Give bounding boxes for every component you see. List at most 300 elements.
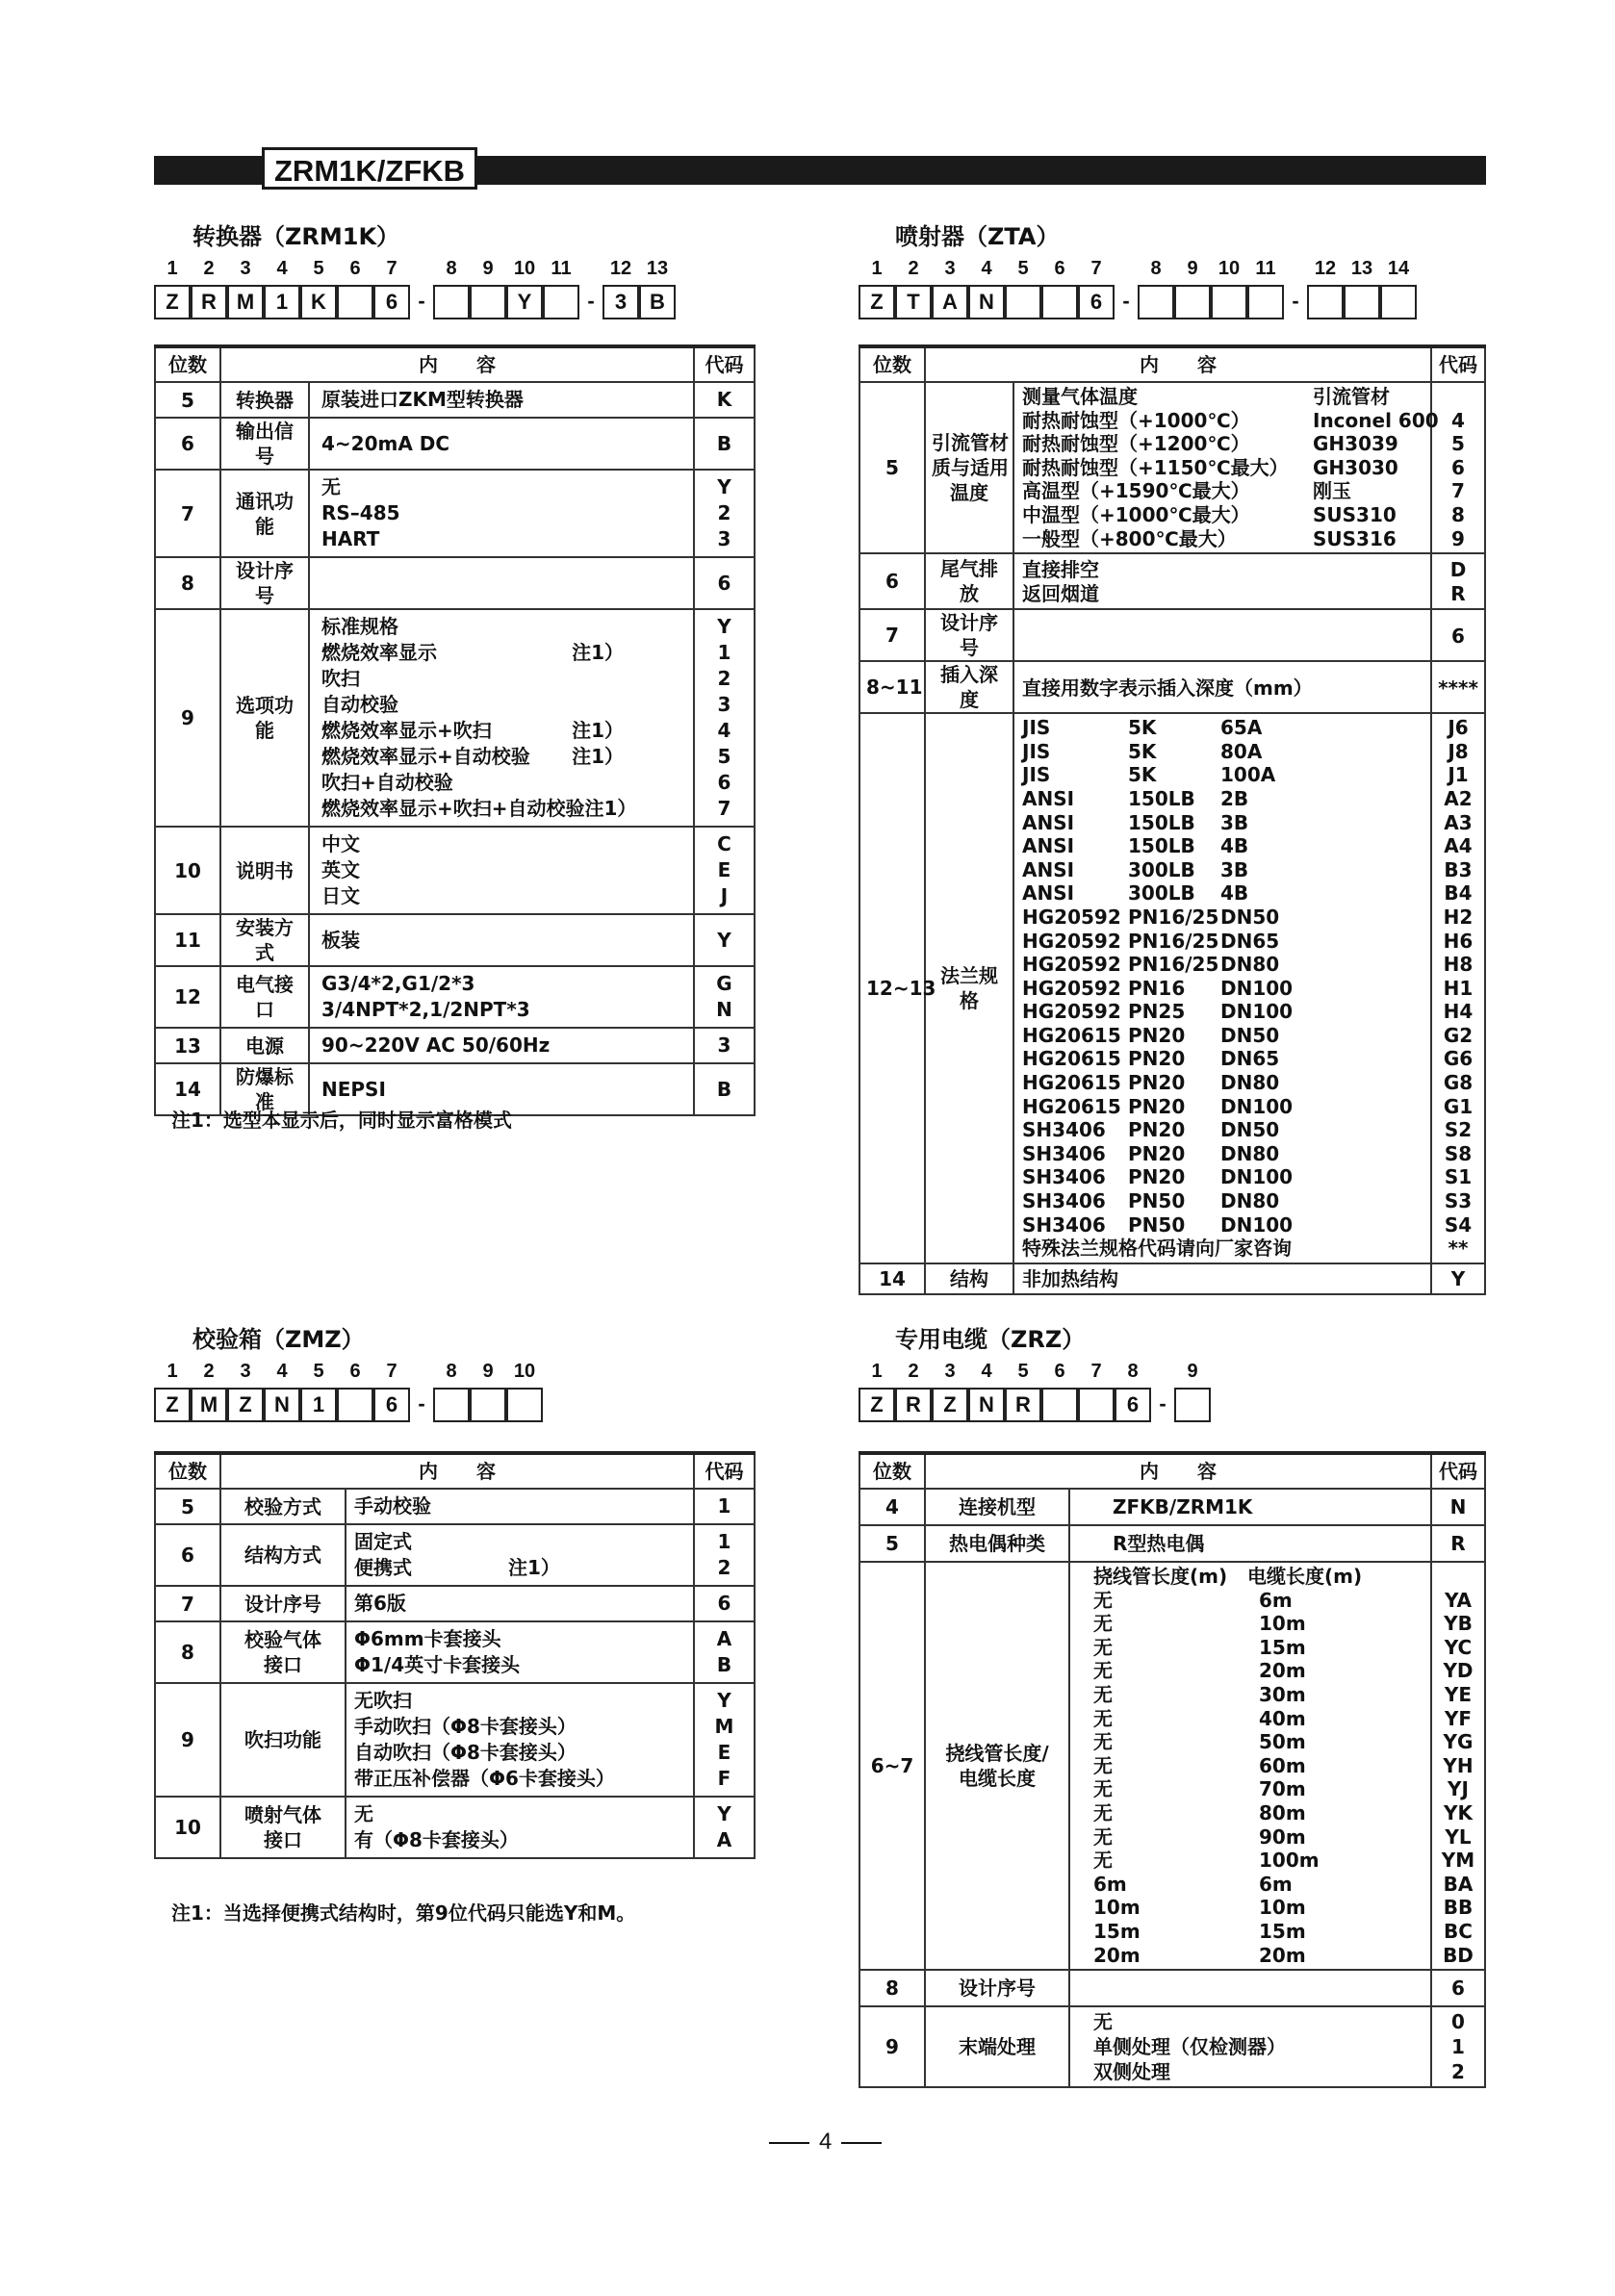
code-box xyxy=(1211,285,1247,319)
flange-standard: ANSI xyxy=(1022,881,1075,906)
position-number: 7 xyxy=(1090,258,1102,279)
flange-standard: ANSI xyxy=(1022,786,1075,810)
code-box xyxy=(1041,285,1078,319)
converter-code-boxes xyxy=(154,285,770,319)
position-number: 3 xyxy=(944,1361,956,1382)
row-codes xyxy=(694,1489,755,1524)
conduit-length: 20m xyxy=(1093,1943,1141,1967)
row-name: 设计序号 xyxy=(925,1970,1069,2006)
code-separator: - xyxy=(1292,289,1299,313)
flange-standard: ANSI xyxy=(1022,834,1075,858)
option-code: G2 xyxy=(1443,1023,1474,1047)
option-line: 自动吹扫（Φ8卡套接头） xyxy=(354,1741,577,1764)
flange-size: DN50 xyxy=(1220,1023,1280,1047)
code-box: Z xyxy=(154,1388,191,1422)
row-codes xyxy=(1431,713,1485,1263)
row-position: 8 xyxy=(155,557,220,609)
flange-size: DN100 xyxy=(1220,1165,1294,1189)
row-content xyxy=(346,1524,694,1586)
table-row xyxy=(155,557,755,609)
row-position: 6 xyxy=(155,1524,220,1586)
option-line: 自动校验 xyxy=(321,693,398,716)
option-line: 吹扫+自动校验 xyxy=(321,771,453,794)
code-box xyxy=(1380,285,1417,319)
position-number: 3 xyxy=(944,258,956,279)
ejector-positions xyxy=(859,258,1474,283)
flange-rating: PN16/25 xyxy=(1128,953,1219,977)
option-code: BD xyxy=(1443,1943,1474,1967)
code-separator: - xyxy=(1122,289,1130,313)
row-content: R型热电偶 xyxy=(1069,1525,1431,1562)
row-name-line: 设计序号 xyxy=(244,1592,321,1616)
flange-size: DN65 xyxy=(1220,929,1280,953)
code-box xyxy=(1344,285,1380,319)
position-number: 9 xyxy=(1187,1361,1198,1382)
row-position: 14 xyxy=(155,1063,220,1115)
row-name: 通讯功能 xyxy=(220,470,309,557)
row-position: 6 xyxy=(155,418,220,470)
row-name: 结构 xyxy=(925,1263,1013,1294)
cable-table xyxy=(859,1451,1486,2088)
option-line: 无 xyxy=(321,475,341,498)
table-row xyxy=(859,553,1485,609)
option-code: S4 xyxy=(1444,1212,1473,1237)
option-code: 3 xyxy=(717,527,731,550)
option-code: 3 xyxy=(717,693,731,716)
row-name: 尾气排放 xyxy=(925,553,1013,609)
cable-positions xyxy=(859,1361,1474,1386)
option-code: B3 xyxy=(1444,857,1473,881)
option-code: **** xyxy=(1438,676,1478,700)
row-position: 11 xyxy=(155,914,220,966)
position-number: 6 xyxy=(1054,1361,1065,1382)
position-number: 11 xyxy=(551,258,572,279)
option-code: K xyxy=(716,388,732,411)
cable-length: 15m xyxy=(1259,1635,1306,1659)
cable-length: 20m xyxy=(1259,1943,1306,1967)
material-name: SUS310 xyxy=(1313,502,1397,526)
code-box xyxy=(433,285,470,319)
header-content: 内 容 xyxy=(925,346,1431,382)
row-content xyxy=(1013,713,1431,1263)
code-box xyxy=(470,285,506,319)
row-codes xyxy=(1431,382,1485,553)
flange-size: 100A xyxy=(1220,763,1276,787)
flange-rating: 5K xyxy=(1128,739,1157,763)
option-line xyxy=(321,571,681,597)
row-position: 9 xyxy=(859,2006,925,2087)
row-name: 输出信号 xyxy=(220,418,309,470)
code-box xyxy=(1078,1388,1115,1422)
code-box: R xyxy=(895,1388,932,1422)
row-content xyxy=(1013,609,1431,661)
code-box xyxy=(433,1388,470,1422)
option-code: A3 xyxy=(1444,810,1473,834)
conduit-length: 无 xyxy=(1093,1706,1113,1730)
row-position: 5 xyxy=(859,382,925,553)
option-code: F xyxy=(717,1767,731,1790)
row-codes xyxy=(694,609,755,827)
code-box xyxy=(1247,285,1284,319)
model-label: ZRM1K/ZFKB xyxy=(262,147,477,190)
row-codes xyxy=(694,1621,755,1683)
option-line: HART xyxy=(321,527,380,550)
cable-length: 6m xyxy=(1259,1872,1293,1896)
cable-length: 80m xyxy=(1259,1800,1306,1824)
code-box: Z xyxy=(932,1388,968,1422)
row-name xyxy=(925,382,1013,553)
ejector-table xyxy=(859,344,1486,1295)
row-content xyxy=(309,966,694,1028)
cable-length-head: 电缆长度(m) xyxy=(1247,1565,1363,1588)
flange-standard: HG20615 xyxy=(1022,1094,1121,1118)
cable-length: 50m xyxy=(1259,1730,1306,1754)
row-code: 6 xyxy=(1431,1970,1485,2006)
page-number-value: 4 xyxy=(819,2129,833,2155)
option-code: A2 xyxy=(1444,786,1473,810)
position-number: 4 xyxy=(981,258,992,279)
position-number: 5 xyxy=(313,258,324,279)
row-name-line: 温度 xyxy=(950,481,988,505)
option-code: 1 xyxy=(717,1494,731,1518)
code-box xyxy=(1041,1388,1078,1422)
flange-rating: PN20 xyxy=(1128,1023,1186,1047)
position-number: 2 xyxy=(908,258,919,279)
flange-standard: JIS xyxy=(1022,763,1051,787)
cable-length: 70m xyxy=(1259,1777,1306,1801)
table-row xyxy=(859,1489,1485,1525)
option-note: 注1） xyxy=(584,797,637,820)
row-name-line: 校验气体 xyxy=(244,1628,321,1651)
code-box xyxy=(1174,285,1211,319)
code-box: R xyxy=(191,285,227,319)
row-name: 转换器 xyxy=(220,382,309,418)
option-code: Y xyxy=(1450,1266,1466,1290)
position-number: 6 xyxy=(349,258,361,279)
option-line xyxy=(1022,624,1423,648)
code-box: N xyxy=(968,1388,1005,1422)
row-name-line: 结构方式 xyxy=(244,1543,321,1567)
material-temperature: 耐热耐蚀型（+1200℃） xyxy=(1022,432,1250,456)
row-position: 10 xyxy=(155,1797,220,1858)
cable-length: 15m xyxy=(1259,1919,1306,1943)
conduit-length: 无 xyxy=(1093,1800,1113,1824)
page-rule-left xyxy=(769,2142,809,2144)
conduit-length: 15m xyxy=(1093,1919,1141,1943)
position-number: 8 xyxy=(1127,1361,1139,1382)
table-row xyxy=(859,2006,1485,2087)
code-box: 6 xyxy=(1078,285,1115,319)
cable-length: 90m xyxy=(1259,1824,1306,1849)
material-temperature: 耐热耐蚀型（+1000℃） xyxy=(1022,408,1250,432)
table-row xyxy=(155,1621,755,1683)
calibration-title: 校验箱（ZMZ） xyxy=(192,1326,365,1353)
row-name xyxy=(220,1586,346,1621)
header-content: 内 容 xyxy=(925,1453,1431,1489)
position-number: 10 xyxy=(1218,258,1241,279)
code-spacer xyxy=(1432,385,1484,409)
flange-size: 4B xyxy=(1220,834,1249,858)
option-line: RS–485 xyxy=(321,501,400,524)
option-line: 3/4NPT*2,1/2NPT*3 xyxy=(321,998,530,1021)
row-content xyxy=(1069,1970,1431,2006)
conduit-length: 无 xyxy=(1093,1777,1113,1801)
option-line: 带正压补偿器（Φ6卡套接头） xyxy=(354,1767,615,1790)
row-codes xyxy=(1431,1562,1485,1970)
row-codes xyxy=(1431,661,1485,713)
flange-size: 65A xyxy=(1220,716,1263,740)
row-content xyxy=(346,1683,694,1797)
option-code: S8 xyxy=(1444,1141,1473,1165)
option-code: C xyxy=(717,832,731,855)
code-box: N xyxy=(968,285,1005,319)
flange-rating: 150LB xyxy=(1128,834,1195,858)
cable-length: 10m xyxy=(1259,1896,1306,1920)
option-code: J8 xyxy=(1448,739,1469,763)
position-number: 9 xyxy=(482,1361,494,1382)
option-code: Y xyxy=(717,1802,731,1825)
flange-size: DN100 xyxy=(1220,1212,1294,1237)
option-line: 90~220V AC 50/60Hz xyxy=(321,1033,551,1057)
flange-size: 80A xyxy=(1220,739,1263,763)
header-position: 位数 xyxy=(859,346,925,382)
option-line: 直接排空 xyxy=(1022,558,1099,582)
cable-title: 专用电缆（ZRZ） xyxy=(895,1326,1086,1353)
row-content xyxy=(346,1621,694,1683)
row-name xyxy=(220,1489,346,1524)
table-row xyxy=(155,1028,755,1063)
row-content xyxy=(309,914,694,966)
flange-standard: SH3406 xyxy=(1022,1212,1106,1237)
option-code: 6 xyxy=(1451,624,1465,648)
row-content xyxy=(309,827,694,914)
option-code: 6 xyxy=(717,771,731,794)
position-number: 5 xyxy=(313,1361,324,1382)
row-name: 设计序号 xyxy=(925,609,1013,661)
conduit-length: 无 xyxy=(1093,1753,1113,1777)
material-head-left: 测量气体温度 xyxy=(1022,385,1138,408)
code-spacer xyxy=(1432,1565,1484,1589)
table-row xyxy=(155,1489,755,1524)
flange-size: DN80 xyxy=(1220,1071,1280,1095)
row-content xyxy=(1069,2006,1431,2087)
row-codes xyxy=(694,1524,755,1586)
row-content xyxy=(346,1489,694,1524)
option-code: YF xyxy=(1444,1706,1473,1730)
table-row xyxy=(155,470,755,557)
row-codes xyxy=(694,418,755,470)
position-number: 2 xyxy=(203,258,215,279)
option-line: 吹扫 xyxy=(321,667,360,690)
code-box xyxy=(543,285,579,319)
flange-rating: 150LB xyxy=(1128,810,1195,834)
flange-rating: 150LB xyxy=(1128,786,1195,810)
option-line: 4~20mA DC xyxy=(321,431,450,455)
material-name: GH3030 xyxy=(1313,455,1398,479)
row-name-line: 挠线管长度/ xyxy=(945,1742,1049,1766)
position-number: 5 xyxy=(1017,258,1029,279)
row-content: ZFKB/ZRM1K xyxy=(1069,1489,1431,1525)
position-number: 2 xyxy=(203,1361,215,1382)
option-code: YL xyxy=(1445,1824,1472,1849)
conduit-length: 无 xyxy=(1093,1635,1113,1659)
conduit-length: 无 xyxy=(1093,1824,1113,1849)
flange-rating: PN20 xyxy=(1128,1094,1186,1118)
flange-size: DN50 xyxy=(1220,1118,1280,1142)
option-line: 有（Φ8卡套接头） xyxy=(354,1828,519,1851)
option-line: 第6版 xyxy=(354,1592,406,1615)
flange-standard: ANSI xyxy=(1022,810,1075,834)
row-codes xyxy=(1431,609,1485,661)
table-row xyxy=(859,609,1485,661)
option-code: A xyxy=(716,1627,732,1650)
flange-rating: PN16 xyxy=(1128,976,1186,1000)
row-name: 插入深度 xyxy=(925,661,1013,713)
option-line xyxy=(354,1555,685,1581)
flange-standard: HG20592 xyxy=(1022,1000,1121,1024)
option-code: E xyxy=(717,858,731,881)
material-temperature: 高温型（+1590℃最大） xyxy=(1022,479,1250,503)
converter-positions xyxy=(154,258,770,283)
code-box xyxy=(337,1388,373,1422)
position-number: 8 xyxy=(446,258,457,279)
option-code: G1 xyxy=(1443,1094,1474,1118)
position-number: 9 xyxy=(482,258,494,279)
code-box: 1 xyxy=(264,285,300,319)
code-box: Z xyxy=(859,1388,895,1422)
flange-size: DN50 xyxy=(1220,905,1280,929)
row-content xyxy=(1013,661,1431,713)
flange-standard: HG20592 xyxy=(1022,929,1121,953)
position-number: 1 xyxy=(167,258,178,279)
table-header-row xyxy=(155,1453,755,1489)
option-code: Y xyxy=(717,615,731,638)
option-code: B xyxy=(716,1653,732,1676)
table-row xyxy=(155,1683,755,1797)
material-name: GH3039 xyxy=(1313,432,1398,456)
option-code: YH xyxy=(1443,1753,1474,1777)
option-note: 注1） xyxy=(572,745,624,768)
calibration-positions xyxy=(154,1361,770,1386)
option-code: BB xyxy=(1443,1896,1474,1920)
row-codes xyxy=(694,1586,755,1621)
option-code: E xyxy=(717,1741,731,1764)
code-box: A xyxy=(932,285,968,319)
converter-note: 注1：选型本显示后，同时显示富格模式 xyxy=(171,1109,512,1132)
option-code: YA xyxy=(1444,1588,1473,1612)
position-number: 1 xyxy=(871,1361,883,1382)
option-line: 无 xyxy=(1093,2010,1113,2034)
option-code: S2 xyxy=(1444,1118,1473,1142)
option-code: Y xyxy=(717,475,731,498)
row-position: 5 xyxy=(155,1489,220,1524)
code-box: Z xyxy=(859,285,895,319)
row-name xyxy=(220,1797,346,1858)
option-line: 非加热结构 xyxy=(1022,1266,1118,1290)
row-position: 9 xyxy=(155,609,220,827)
table-row xyxy=(859,1263,1485,1294)
flange-standard: HG20592 xyxy=(1022,953,1121,977)
flange-rating: PN50 xyxy=(1128,1189,1186,1213)
option-code: 4 xyxy=(1451,408,1465,432)
flange-standard: SH3406 xyxy=(1022,1118,1106,1142)
conduit-length: 6m xyxy=(1093,1872,1127,1896)
option-line: 无吹扫 xyxy=(354,1689,412,1712)
option-line: 单侧处理（仅检测器） xyxy=(1093,2035,1286,2059)
code-box: R xyxy=(1005,1388,1041,1422)
page-number xyxy=(759,2129,891,2156)
flange-standard: SH3406 xyxy=(1022,1165,1106,1189)
position-number: 8 xyxy=(446,1361,457,1382)
option-line: 标准规格 xyxy=(321,615,398,638)
option-code: 8 xyxy=(1451,502,1465,526)
table-row xyxy=(155,966,755,1028)
row-name: 法兰规格 xyxy=(925,713,1013,1263)
row-code: R xyxy=(1431,1525,1485,1562)
row-codes xyxy=(694,1797,755,1858)
flange-standard: ANSI xyxy=(1022,857,1075,881)
option-line: 手动校验 xyxy=(354,1494,431,1518)
row-name: 安装方式 xyxy=(220,914,309,966)
code-separator: - xyxy=(418,289,425,313)
option-line xyxy=(321,718,681,744)
row-code: N xyxy=(1431,1489,1485,1525)
option-code: S3 xyxy=(1444,1189,1473,1213)
option-line: 手动吹扫（Φ8卡套接头） xyxy=(354,1715,577,1738)
option-code: YB xyxy=(1444,1612,1473,1636)
flange-rating: PN25 xyxy=(1128,1000,1186,1024)
row-name-line: 吹扫功能 xyxy=(244,1728,321,1751)
flange-rating: PN16/25 xyxy=(1128,905,1219,929)
option-code: H6 xyxy=(1443,929,1474,953)
flange-special: 特殊法兰规格代码请向厂家咨询 xyxy=(1022,1237,1292,1261)
option-code: YG xyxy=(1443,1730,1474,1754)
page-rule-right xyxy=(841,2142,882,2144)
option-code: D xyxy=(1449,558,1467,582)
row-content xyxy=(1069,1562,1431,1970)
flange-rating: 300LB xyxy=(1128,881,1195,906)
header-position: 位数 xyxy=(155,346,220,382)
option-code: S1 xyxy=(1444,1165,1473,1189)
option-line: 双侧处理 xyxy=(1093,2060,1170,2084)
option-code: 1 xyxy=(1451,2035,1465,2059)
option-line xyxy=(321,796,681,822)
position-number: 6 xyxy=(1054,258,1065,279)
row-name xyxy=(220,1683,346,1797)
row-name-line: 接口 xyxy=(264,1653,302,1676)
table-row xyxy=(859,1970,1485,2006)
option-code: J1 xyxy=(1448,763,1469,787)
option-code: BA xyxy=(1443,1872,1474,1896)
row-content xyxy=(309,382,694,418)
ejector-code-boxes xyxy=(859,285,1474,319)
row-codes xyxy=(1431,553,1485,609)
table-row xyxy=(155,1797,755,1858)
option-code: 3 xyxy=(717,1033,731,1057)
row-content xyxy=(309,557,694,609)
option-code: G8 xyxy=(1443,1071,1474,1095)
row-position: 8~11 xyxy=(859,661,925,713)
row-name-line: 接口 xyxy=(264,1828,302,1851)
table-row xyxy=(155,609,755,827)
row-content xyxy=(346,1797,694,1858)
option-text: 固定式 xyxy=(354,1530,412,1553)
row-codes xyxy=(1431,1263,1485,1294)
row-position: 7 xyxy=(859,609,925,661)
code-separator: - xyxy=(587,289,595,313)
position-number: 4 xyxy=(276,1361,288,1382)
position-number: 7 xyxy=(386,1361,397,1382)
